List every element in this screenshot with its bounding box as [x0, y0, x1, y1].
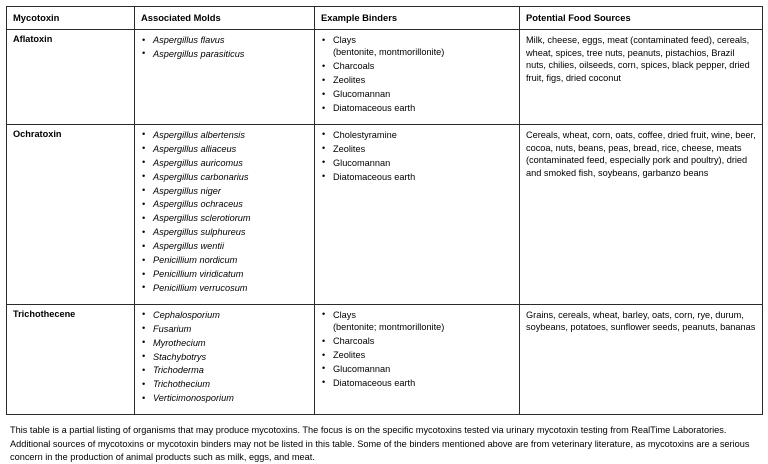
list-item: • Cholestyramine	[321, 129, 513, 141]
list-item: • Zeolites	[321, 74, 513, 86]
list-item: • Zeolites	[321, 143, 513, 155]
binders-list	[321, 309, 513, 389]
binder-label: Clays	[333, 35, 356, 45]
example-binders-cell	[315, 304, 520, 414]
list-item: • Diatomaceous earth	[321, 377, 513, 389]
binders-list	[321, 129, 513, 183]
mycotoxin-name: Trichothecene	[7, 304, 135, 414]
list-item: • Charcoals	[321, 60, 513, 72]
list-item: • Verticimonosporium	[141, 392, 308, 404]
associated-molds-cell	[135, 124, 315, 304]
list-item: • Penicillium viridicatum	[141, 268, 308, 280]
list-item: • Aspergillus parasiticus	[141, 48, 308, 60]
list-item: • Aspergillus ochraceus	[141, 198, 308, 210]
list-item: • Fusarium	[141, 323, 308, 335]
list-item: • Glucomannan	[321, 363, 513, 375]
list-item: • Stachybotrys	[141, 351, 308, 363]
column-header-mycotoxin: Mycotoxin	[7, 7, 135, 30]
list-item: • Aspergillus carbonarius	[141, 171, 308, 183]
list-item: • Aspergillus alliaceus	[141, 143, 308, 155]
binder-sublabel: (bentonite; montmorillonite)	[333, 322, 445, 333]
list-item: • Glucomannan	[321, 157, 513, 169]
column-header-potential-food-sources: Potential Food Sources	[520, 7, 763, 30]
list-item: • Zeolites	[321, 349, 513, 361]
list-item: • Aspergillus niger	[141, 185, 308, 197]
list-item: • Aspergillus sclerotiorum	[141, 212, 308, 224]
list-item	[321, 34, 513, 59]
food-sources-cell: Milk, cheese, eggs, meat (contaminated feed), cereals, wheat, spices, tree nuts, peanuts, pistachios, Brazil nuts, chilies, oilseeds, corn, spices, black pepper, dried fruit, figs, dried coconut	[520, 30, 763, 125]
list-item: • Diatomaceous earth	[321, 171, 513, 183]
molds-list	[141, 129, 308, 294]
list-item: • Myrothecium	[141, 337, 308, 349]
food-sources-cell: Grains, cereals, wheat, barley, oats, corn, rye, durum, soybeans, potatoes, sunflower seeds, peanuts, bananas	[520, 304, 763, 414]
list-item: • Aspergillus sulphureus	[141, 226, 308, 238]
example-binders-cell	[315, 124, 520, 304]
list-item: • Aspergillus auricomus	[141, 157, 308, 169]
mycotoxin-name: Aflatoxin	[7, 30, 135, 125]
list-item: • Penicillium nordicum	[141, 254, 308, 266]
list-item: • Trichothecium	[141, 378, 308, 390]
list-item: • Penicillium verrucosum	[141, 282, 308, 294]
mycotoxin-name: Ochratoxin	[7, 124, 135, 304]
mycotoxin-table	[6, 6, 763, 415]
molds-list	[141, 309, 308, 405]
list-item: • Aspergillus flavus	[141, 34, 308, 46]
table-row	[7, 30, 763, 125]
binder-sublabel: (bentonite, montmorillonite)	[333, 47, 445, 58]
table-footnote: This table is a partial listing of organisms that may produce mycotoxins. The focus is on the specific mycotoxins tested via urinary mycotoxin testing from RealTime Laboratories. Additional sources of mycotoxins or mycotoxin binders may not be listed in this table. Some of the binders mentioned above are from veterinary literature, as mycotoxins are a serious concern in the production of animal products such as milk, eggs, and meat.	[10, 425, 750, 462]
column-header-associated-molds: Associated Molds	[135, 7, 315, 30]
associated-molds-cell	[135, 30, 315, 125]
list-item	[321, 309, 513, 334]
table-header-row	[7, 7, 763, 30]
list-item: • Diatomaceous earth	[321, 102, 513, 114]
list-item: • Aspergillus wentii	[141, 240, 308, 252]
table-row	[7, 124, 763, 304]
list-item: • Glucomannan	[321, 88, 513, 100]
table-row	[7, 304, 763, 414]
food-sources-cell: Cereals, wheat, corn, oats, coffee, dried fruit, wine, beer, cocoa, nuts, beans, peas, bread, rice, cheese, meats (contaminated feed, especially pork and poultry), dried and smoked fish, soybeans, garbanzo beans	[520, 124, 763, 304]
list-item: • Trichoderma	[141, 364, 308, 376]
list-item: • Cephalosporium	[141, 309, 308, 321]
example-binders-cell	[315, 30, 520, 125]
binder-label: Clays	[333, 309, 356, 320]
binders-list	[321, 34, 513, 114]
list-item: • Aspergillus albertensis	[141, 129, 308, 141]
column-header-example-binders: Example Binders	[315, 7, 520, 30]
molds-list	[141, 34, 308, 60]
list-item: • Charcoals	[321, 335, 513, 347]
associated-molds-cell	[135, 304, 315, 414]
